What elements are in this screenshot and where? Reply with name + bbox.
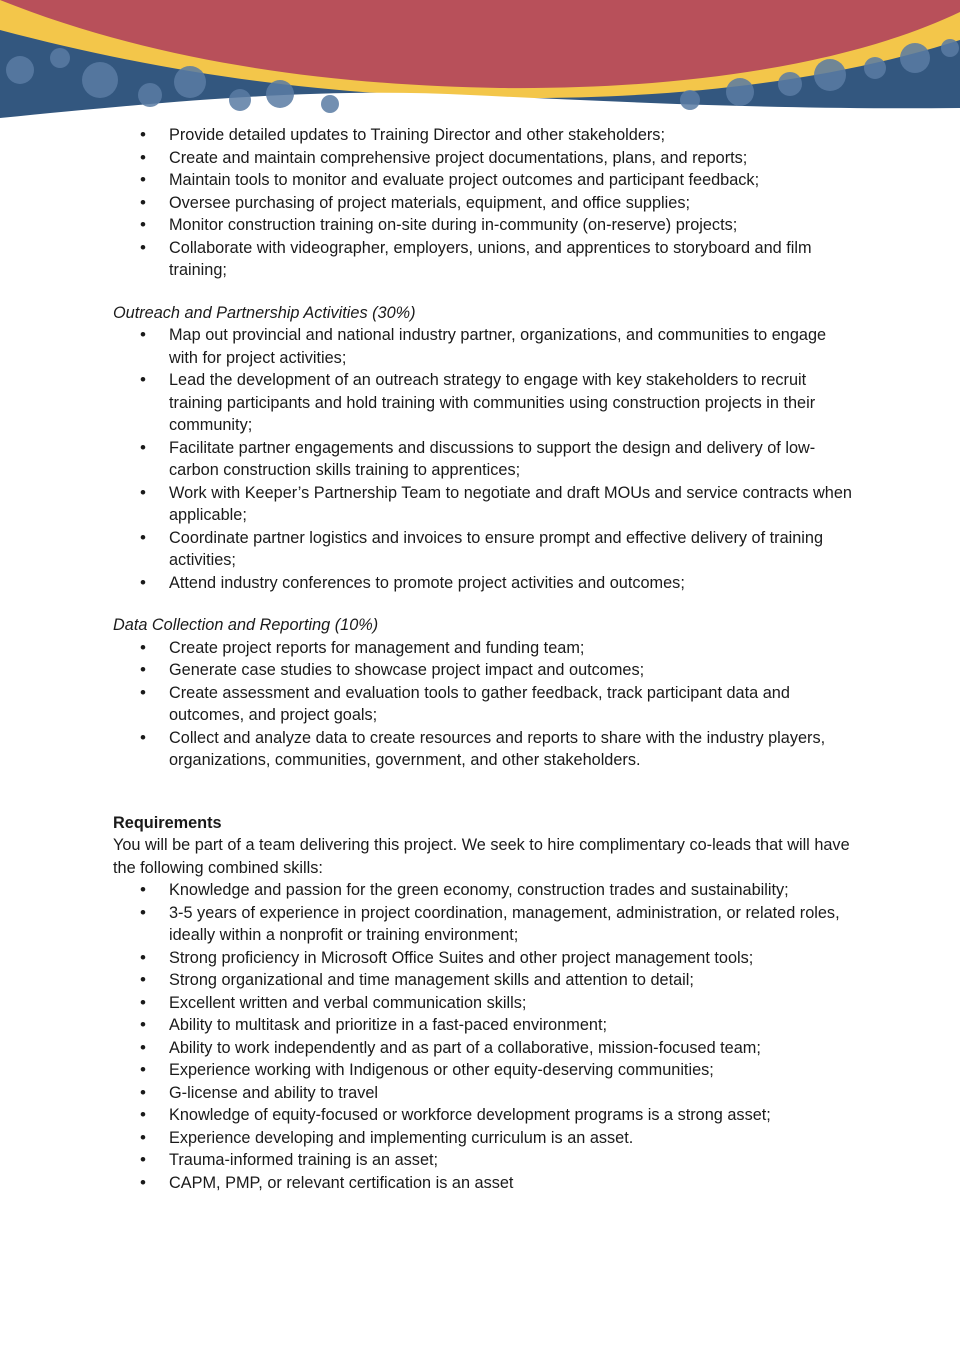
requirements-bullet-list: [113, 879, 853, 1194]
data-collection-bullet-list: [113, 637, 853, 772]
document-body: [113, 124, 853, 1194]
list-item: • Facilitate partner engagements and discussions to support the design and delivery of low-carbon construction skills training to apprentices;: [169, 437, 853, 482]
list-item: • Knowledge and passion for the green economy, construction trades and sustainability;: [169, 879, 853, 902]
list-item: • Map out provincial and national industry partner, organizations, and communities to engage with for project activities;: [169, 324, 853, 369]
intro-bullet-list: [113, 124, 853, 282]
list-item: • Create project reports for management and funding team;: [169, 637, 853, 660]
list-item: • Lead the development of an outreach strategy to engage with key stakeholders to recruit training participants and hold training with communities using construction projects in their community;: [169, 369, 853, 437]
list-item: • Ability to work independently and as part of a collaborative, mission-focused team;: [169, 1037, 853, 1060]
outreach-heading: Outreach and Partnership Activities (30%): [113, 303, 416, 322]
list-item: • Collect and analyze data to create resources and reports to share with the industry players, organizations, communities, government, and other stakeholders.: [169, 727, 853, 772]
list-item: • Coordinate partner logistics and invoices to ensure prompt and effective delivery of training activities;: [169, 527, 853, 572]
list-item: • Collaborate with videographer, employers, unions, and apprentices to storyboard and film training;: [169, 237, 853, 282]
list-item: • Monitor construction training on-site during in-community (on-reserve) projects;: [169, 214, 853, 237]
requirements-heading: Requirements: [113, 813, 222, 832]
list-item: • Work with Keeper’s Partnership Team to negotiate and draft MOUs and service contracts when applicable;: [169, 482, 853, 527]
requirements-intro: You will be part of a team delivering this project. We seek to hire complimentary co-leads that will have the following combined skills:: [113, 836, 850, 877]
list-item: • Generate case studies to showcase project impact and outcomes;: [169, 659, 853, 682]
list-item: • Trauma-informed training is an asset;: [169, 1149, 853, 1172]
outreach-bullet-list: [113, 324, 853, 594]
list-item: • Strong organizational and time management skills and attention to detail;: [169, 969, 853, 992]
list-item: • G-license and ability to travel: [169, 1082, 853, 1105]
list-item: • 3-5 years of experience in project coordination, management, administration, or related roles, ideally within a nonprofit or training environment;: [169, 902, 853, 947]
header-banner: [0, 0, 960, 125]
data-collection-heading: Data Collection and Reporting (10%): [113, 616, 379, 634]
list-item: • Create and maintain comprehensive project documentations, plans, and reports;: [169, 147, 853, 170]
list-item: • Maintain tools to monitor and evaluate project outcomes and participant feedback;: [169, 169, 853, 192]
list-item: • Ability to multitask and prioritize in a fast-paced environment;: [169, 1014, 853, 1037]
list-item: • Experience developing and implementing curriculum is an asset.: [169, 1127, 853, 1150]
list-item: • Provide detailed updates to Training Director and other stakeholders;: [169, 124, 853, 147]
list-item: • Experience working with Indigenous or other equity-deserving communities;: [169, 1059, 853, 1082]
list-item: • Strong proficiency in Microsoft Office Suites and other project management tools;: [169, 947, 853, 970]
list-item: • Knowledge of equity-focused or workforce development programs is a strong asset;: [169, 1104, 853, 1127]
list-item: • CAPM, PMP, or relevant certification is an asset: [169, 1172, 853, 1195]
list-item: • Create assessment and evaluation tools to gather feedback, track participant data and outcomes, and project goals;: [169, 682, 853, 727]
list-item: • Oversee purchasing of project materials, equipment, and office supplies;: [169, 192, 853, 215]
list-item: • Attend industry conferences to promote project activities and outcomes;: [169, 572, 853, 595]
list-item: • Excellent written and verbal communication skills;: [169, 992, 853, 1015]
